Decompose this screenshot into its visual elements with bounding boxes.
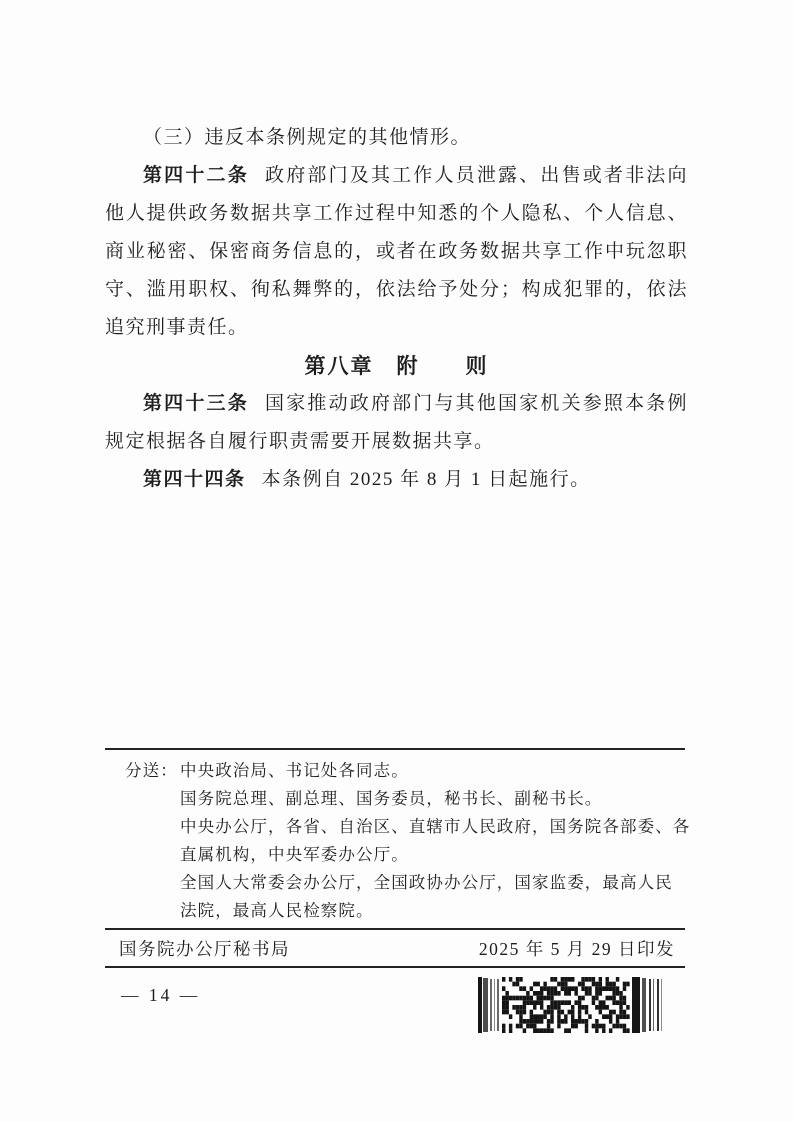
document-body [105, 119, 688, 499]
article-42-line-5: 追究刑事责任。 [105, 317, 249, 338]
chapter-heading: 第八章 附 则 [304, 354, 489, 378]
article-43-line-2: 规定根据各自履行职责需要开展数据共享。 [105, 431, 495, 452]
print-date: 2025 年 5 月 29 日印发 [478, 938, 675, 959]
distribution-line: 国务院总理、副总理、国务委员，秘书长、副秘书长。 [180, 789, 603, 808]
article-44-line [105, 461, 688, 499]
distribution-line: 法院，最高人民检察院。 [180, 901, 374, 920]
article-42-line-1-text: 政府部门及其工作人员泄露、出售或者非法向 [265, 165, 688, 186]
article-42-line-4: 守、滥用职权、徇私舞弊的，依法给予处分；构成犯罪的，依法 [105, 279, 688, 300]
article-43-term: 第四十三条 [143, 393, 249, 414]
imprint-bar [105, 928, 685, 968]
issuer-name: 国务院办公厅秘书局 [119, 938, 290, 959]
distribution-line: 中央办公厅，各省、自治区、直辖市人民政府，国务院各部委、各 [180, 817, 691, 836]
article-42-line-2: 他人提供政务数据共享工作过程中知悉的个人隐私、个人信息、 [105, 203, 688, 224]
barcode-image [478, 977, 674, 1033]
article-42-line-1 [105, 157, 688, 195]
article-43-line-1 [105, 385, 688, 423]
distribution-line: 中央政治局、书记处各同志。 [180, 761, 409, 780]
distribution-note [105, 748, 691, 925]
page-number: — 14 — [121, 985, 201, 1005]
clause-item-3-text: （三）违反本条例规定的其他情形。 [143, 127, 472, 148]
distribution-label: 分送： [125, 761, 178, 780]
distribution-line: 直属机构，中央军委办公厅。 [180, 845, 409, 864]
article-42-line-3: 商业秘密、保密商务信息的，或者在政务数据共享工作中玩忽职 [105, 241, 688, 262]
article-44-term: 第四十四条 [143, 469, 246, 490]
article-42-term: 第四十二条 [143, 165, 249, 186]
distribution-line: 全国人大常委会办公厅，全国政协办公厅，国家监委，最高人民 [180, 873, 673, 892]
clause-item-3 [105, 119, 688, 157]
article-44-line-text: 本条例自 2025 年 8 月 1 日起施行。 [261, 469, 591, 490]
distribution-lines [180, 757, 690, 925]
article-43-line-1-text: 国家推动政府部门与其他国家机关参照本条例 [265, 393, 688, 414]
